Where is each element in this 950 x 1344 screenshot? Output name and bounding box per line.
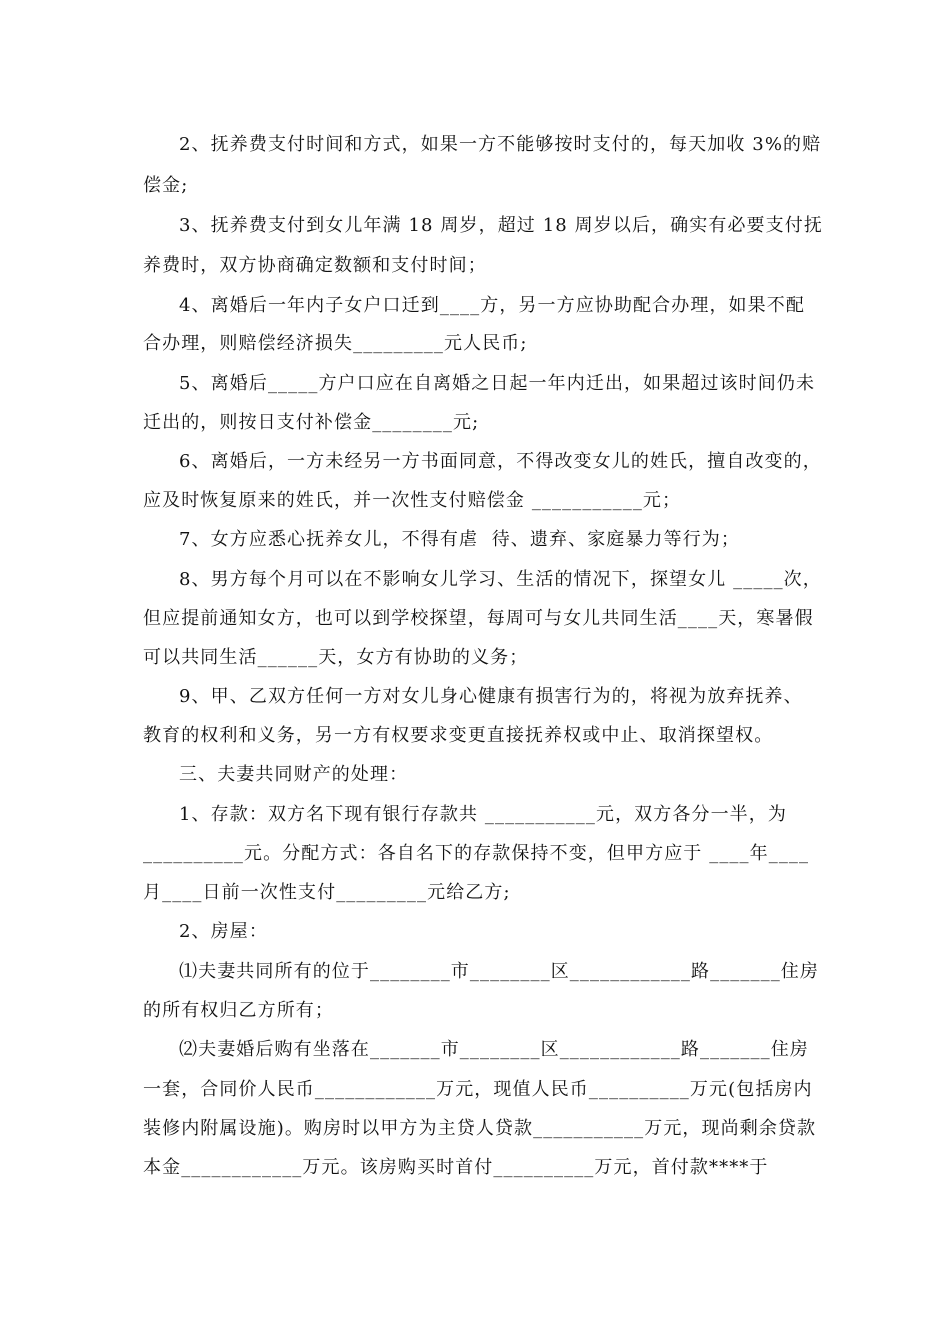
text-line: 2、房屋：	[179, 921, 268, 942]
text-line: 8、男方每个月可以在不影响女儿学习、生活的情况下，探望女儿 _____次，	[179, 569, 822, 590]
text-line: 教育的权利和义务，另一方有权要求变更直接抚养权或中止、取消探望权。	[143, 725, 774, 746]
text-line: 月____日前一次性支付_________元给乙方;	[143, 882, 511, 903]
text-line: 的所有权归乙方所有；	[143, 1000, 334, 1021]
text-line: 4、离婚后一年内子女户口迁到____方，另一方应协助配合办理，如果不配	[179, 295, 805, 316]
text-line: 3、抚养费支付到女儿年满 18 周岁，超过 18 周岁以后，确实有必要支付抚	[179, 215, 823, 236]
text-line: __________元。分配方式：各自名下的存款保持不变，但甲方应于 ____年____	[143, 843, 810, 864]
text-line: 一套，合同价人民币____________万元，现值人民币__________万元(包括房内	[143, 1079, 813, 1100]
text-line: 养费时，双方协商确定数额和支付时间；	[143, 255, 487, 276]
text-line: 6、离婚后，一方未经另一方书面同意，不得改变女儿的姓氏，擅自改变的，	[179, 451, 822, 472]
text-line: 迁出的，则按日支付补偿金________元;	[143, 412, 480, 433]
text-line: ⑵夫妻婚后购有坐落在_______市________区____________路_______住房	[179, 1039, 809, 1060]
text-line: 偿金;	[143, 175, 189, 196]
section-heading: 三、夫妻共同财产的处理：	[179, 764, 409, 785]
text-line: 本金____________万元。该房购买时首付__________万元，首付款****于	[143, 1157, 769, 1178]
text-line: 合办理，则赔偿经济损失_________元人民币;	[143, 333, 528, 354]
text-line: ⑴夫妻共同所有的位于________市________区____________路_______住房	[179, 961, 819, 982]
text-line: 7、女方应悉心抚养女儿，不得有虐 待、遗弃、家庭暴力等行为；	[179, 529, 740, 550]
text-line: 1、存款：双方名下现有银行存款共 ___________元，双方各分一半，为	[179, 804, 787, 825]
text-line: 2、抚养费支付时间和方式，如果一方不能够按时支付的，每天加收 3%的赔	[179, 134, 822, 155]
text-line: 可以共同生活______天，女方有协助的义务；	[143, 647, 529, 668]
text-line: 装修内附属设施)。购房时以甲方为主贷人贷款___________万元，现尚剩余贷款	[143, 1118, 817, 1139]
text-line: 应及时恢复原来的姓氏，并一次性支付赔偿金 ___________元；	[143, 490, 682, 511]
text-line: 但应提前通知女方，也可以到学校探望，每周可与女儿共同生活____天，寒暑假	[143, 608, 814, 629]
text-line: 5、离婚后_____方户口应在自离婚之日起一年内迁出，如果超过该时间仍未	[179, 373, 816, 394]
text-line: 9、甲、乙双方任何一方对女儿身心健康有损害行为的，将视为放弃抚养、	[179, 686, 803, 707]
